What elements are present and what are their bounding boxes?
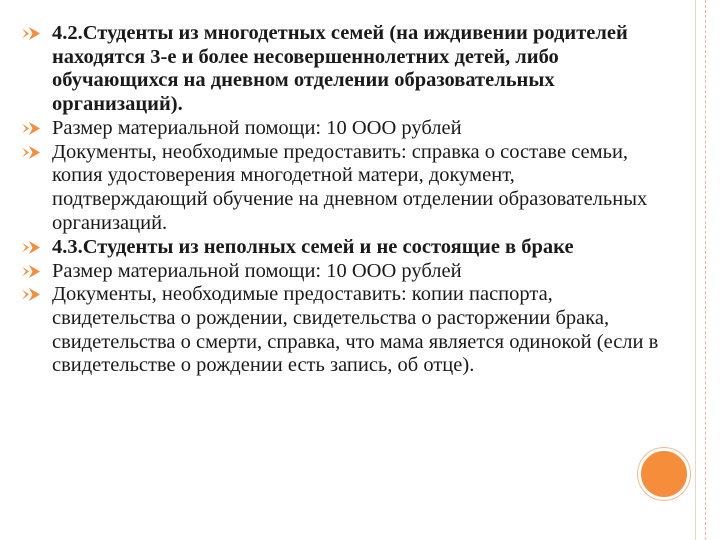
list-item-6 xyxy=(10,283,670,377)
frame-line-outer xyxy=(705,0,706,540)
list-item-text: Документы, необходимые предоставить: справка о составе семьи, копия удостоверения многодетной матери, документ, подтверждающий обучение на дневном отделении образовательных организаций. xyxy=(52,140,648,234)
list-item-text: 4.2.Студенты из многодетных семей (на иждивении родителей находятся 3-е и более несовершеннолетних детей, либо обучающихся на дневном отделении образовательных организаций). xyxy=(52,22,628,115)
orange-arrow-bullet-icon xyxy=(21,121,41,136)
list-item-text: Документы, необходимые предоставить: копии паспорта, свидетельства о рождении, свидетельства о расторжении брака, свидетельства о смерти, справка, что мама является одинокой (если в свидетельстве о рождении есть запись, об отце). xyxy=(52,283,659,377)
list-item-2 xyxy=(10,117,670,141)
orange-arrow-bullet-icon xyxy=(21,240,41,255)
orange-arrow-bullet-icon xyxy=(21,145,41,160)
orange-arrow-bullet-icon xyxy=(21,26,41,41)
list-item-4 xyxy=(10,236,670,260)
decorative-circle xyxy=(638,448,690,500)
list-item-text: 4.3.Студенты из неполных семей и не состоящие в браке xyxy=(52,235,574,258)
orange-arrow-bullet-icon xyxy=(21,264,41,279)
list-item-3 xyxy=(10,141,670,235)
bullet-list xyxy=(10,22,670,378)
list-item-1 xyxy=(10,22,670,116)
list-item-text: Размер материальной помощи: 10 ООО рублей xyxy=(52,259,462,282)
list-item-5 xyxy=(10,260,670,284)
list-item-text: Размер материальной помощи: 10 ООО рублей xyxy=(52,116,462,139)
orange-arrow-bullet-icon xyxy=(21,287,41,302)
frame-line-inner xyxy=(695,0,696,540)
